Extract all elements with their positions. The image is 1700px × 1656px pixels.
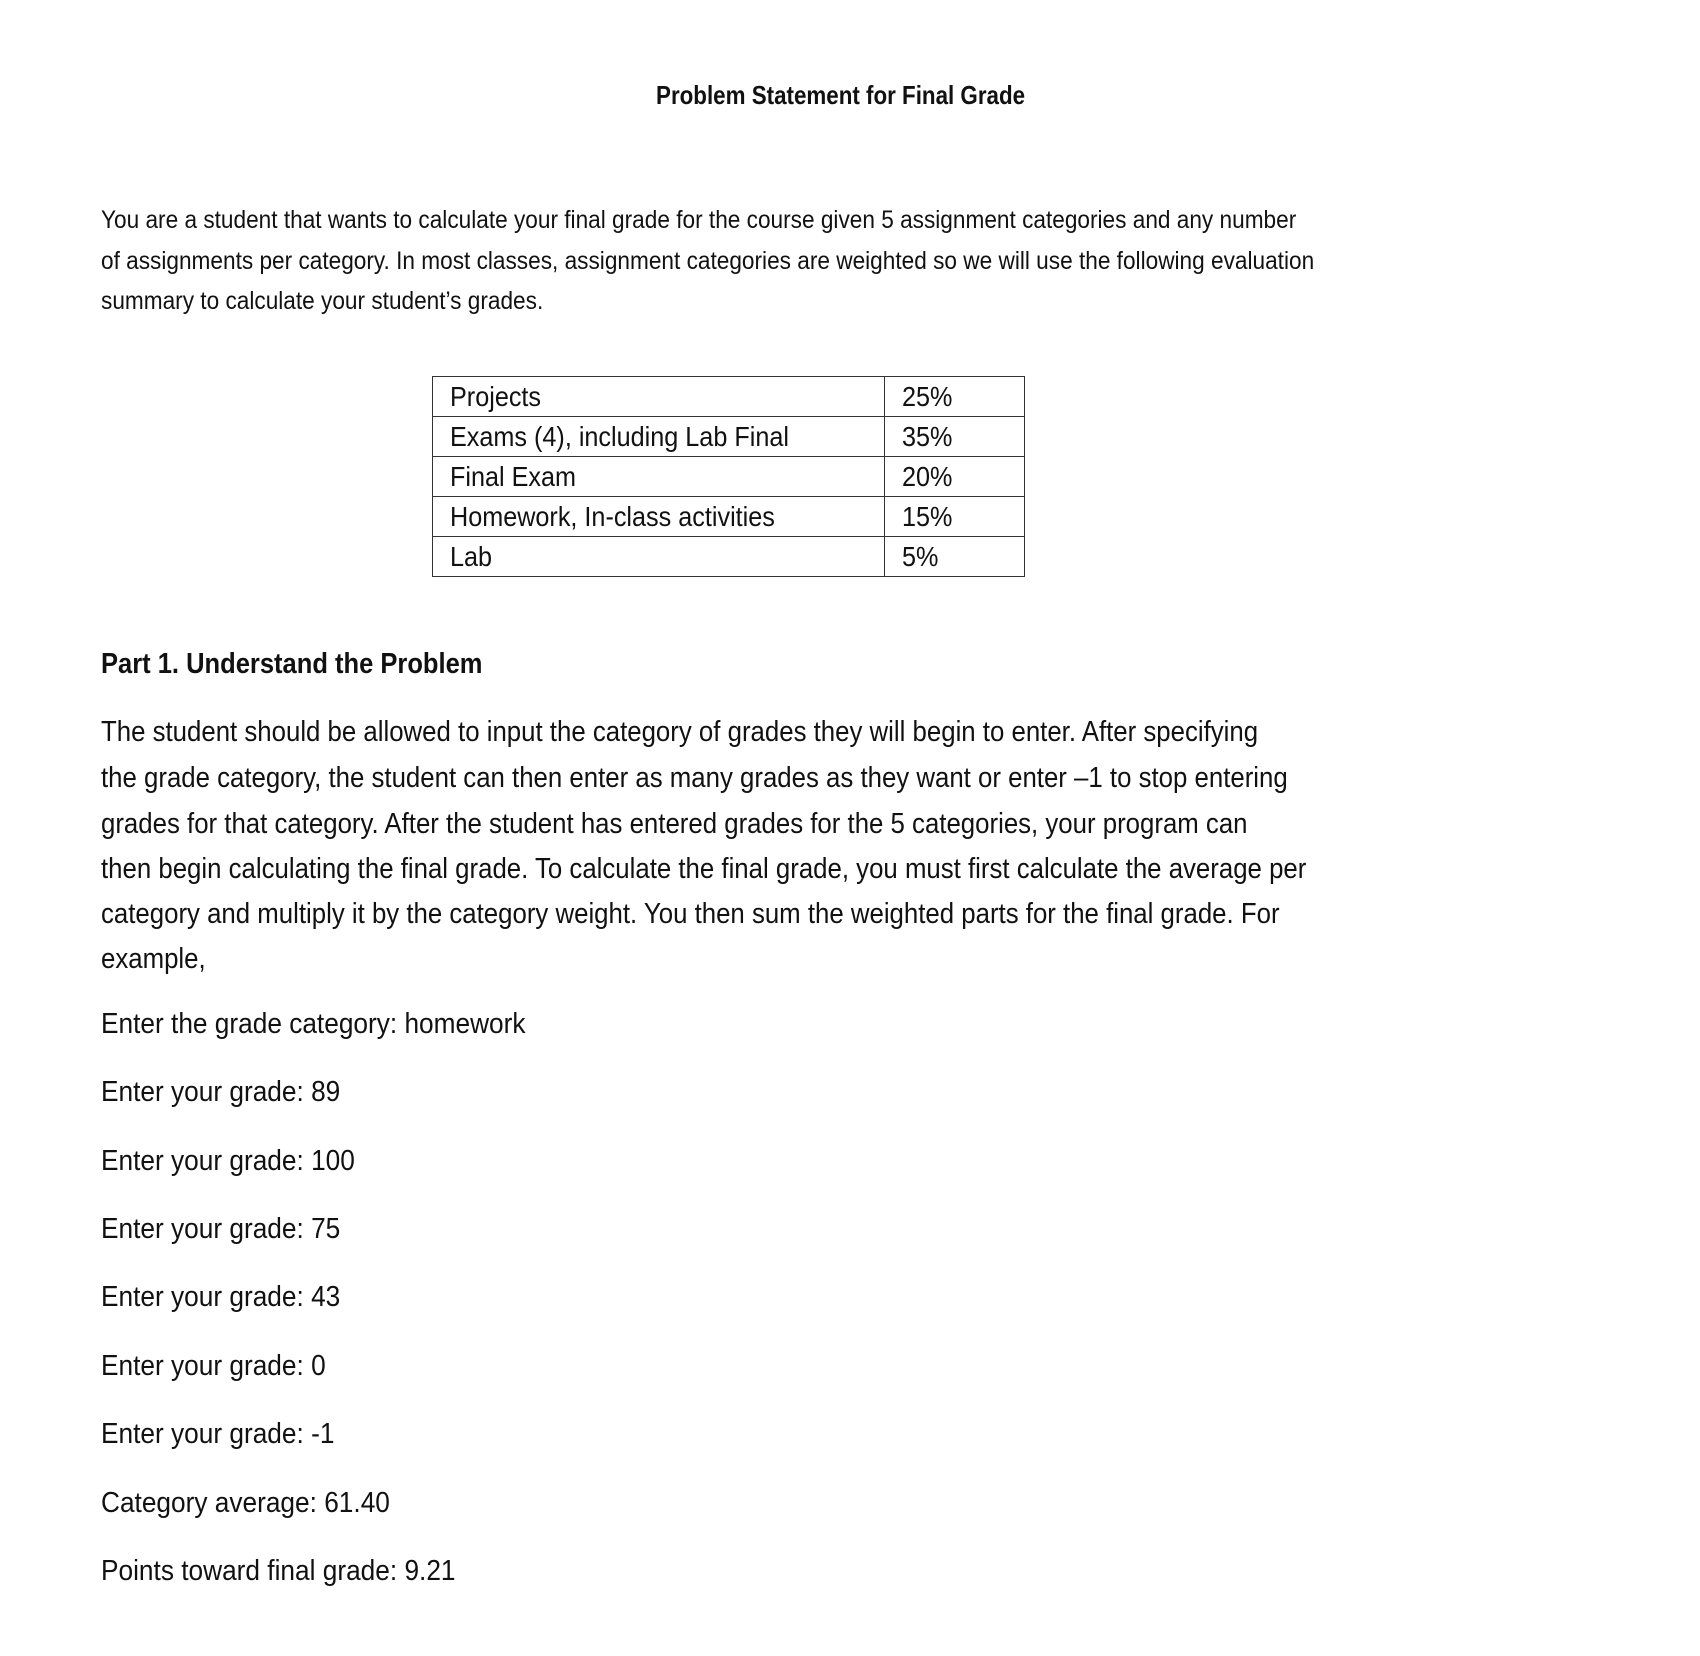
weight-cell [885,417,1025,457]
example-line: Enter your grade: -1 [101,1418,335,1450]
paragraph-line: grades for that category. After the student has entered grades for the 5 categories, your program can [101,808,1248,840]
section-heading: Part 1. Understand the Problem [101,648,483,680]
weight-cell [885,537,1025,577]
weight-text: 20% [902,461,953,492]
table-row [433,417,1025,457]
category-text: Exams (4), including Lab Final [450,421,789,452]
weight-cell [885,497,1025,537]
example-line: Enter your grade: 75 [101,1213,341,1245]
table-row [433,497,1025,537]
document-title [0,80,1700,111]
example-line: Enter your grade: 0 [101,1350,326,1382]
document-title-text: Problem Statement for Final Grade [656,80,1026,110]
weight-text: 15% [902,501,953,532]
category-text: Final Exam [450,461,577,492]
category-cell [433,457,885,497]
weight-text: 5% [902,541,939,572]
example-line: Enter your grade: 43 [101,1281,341,1313]
paragraph-line: The student should be allowed to input the category of grades they will begin to enter. After specifying [101,716,1259,748]
example-line: Enter the grade category: homework [101,1008,526,1040]
paragraph-line: example, [101,943,206,975]
table-row [433,537,1025,577]
example-line: Enter your grade: 100 [101,1145,355,1177]
category-cell [433,537,885,577]
paragraph-line: category and multiply it by the category weight. You then sum the weighted parts for the final grade. For [101,898,1280,930]
evaluation-summary-table [432,376,1025,577]
example-line: Category average: 61.40 [101,1487,390,1519]
weight-text: 35% [902,421,953,452]
weight-text: 25% [902,381,953,412]
category-text: Projects [450,381,542,412]
weight-cell [885,457,1025,497]
intro-line: summary to calculate your student’s grades. [101,287,544,315]
intro-line: You are a student that wants to calculate your final grade for the course given 5 assignment categories and any number [101,206,1297,234]
category-cell [433,417,885,457]
category-cell [433,497,885,537]
intro-line: of assignments per category. In most classes, assignment categories are weighted so we will use the following evaluation [101,247,1315,275]
example-line: Points toward final grade: 9.21 [101,1555,456,1587]
category-text: Lab [450,541,493,572]
category-cell [433,377,885,417]
example-line: Enter your grade: 89 [101,1076,341,1108]
paragraph-line: then begin calculating the final grade. To calculate the final grade, you must first calculate the average per [101,853,1307,885]
weight-cell [885,377,1025,417]
table-row [433,377,1025,417]
table-row [433,457,1025,497]
paragraph-line: the grade category, the student can then enter as many grades as they want or enter –1 to stop entering [101,762,1288,794]
category-text: Homework, In-class activities [450,501,775,532]
